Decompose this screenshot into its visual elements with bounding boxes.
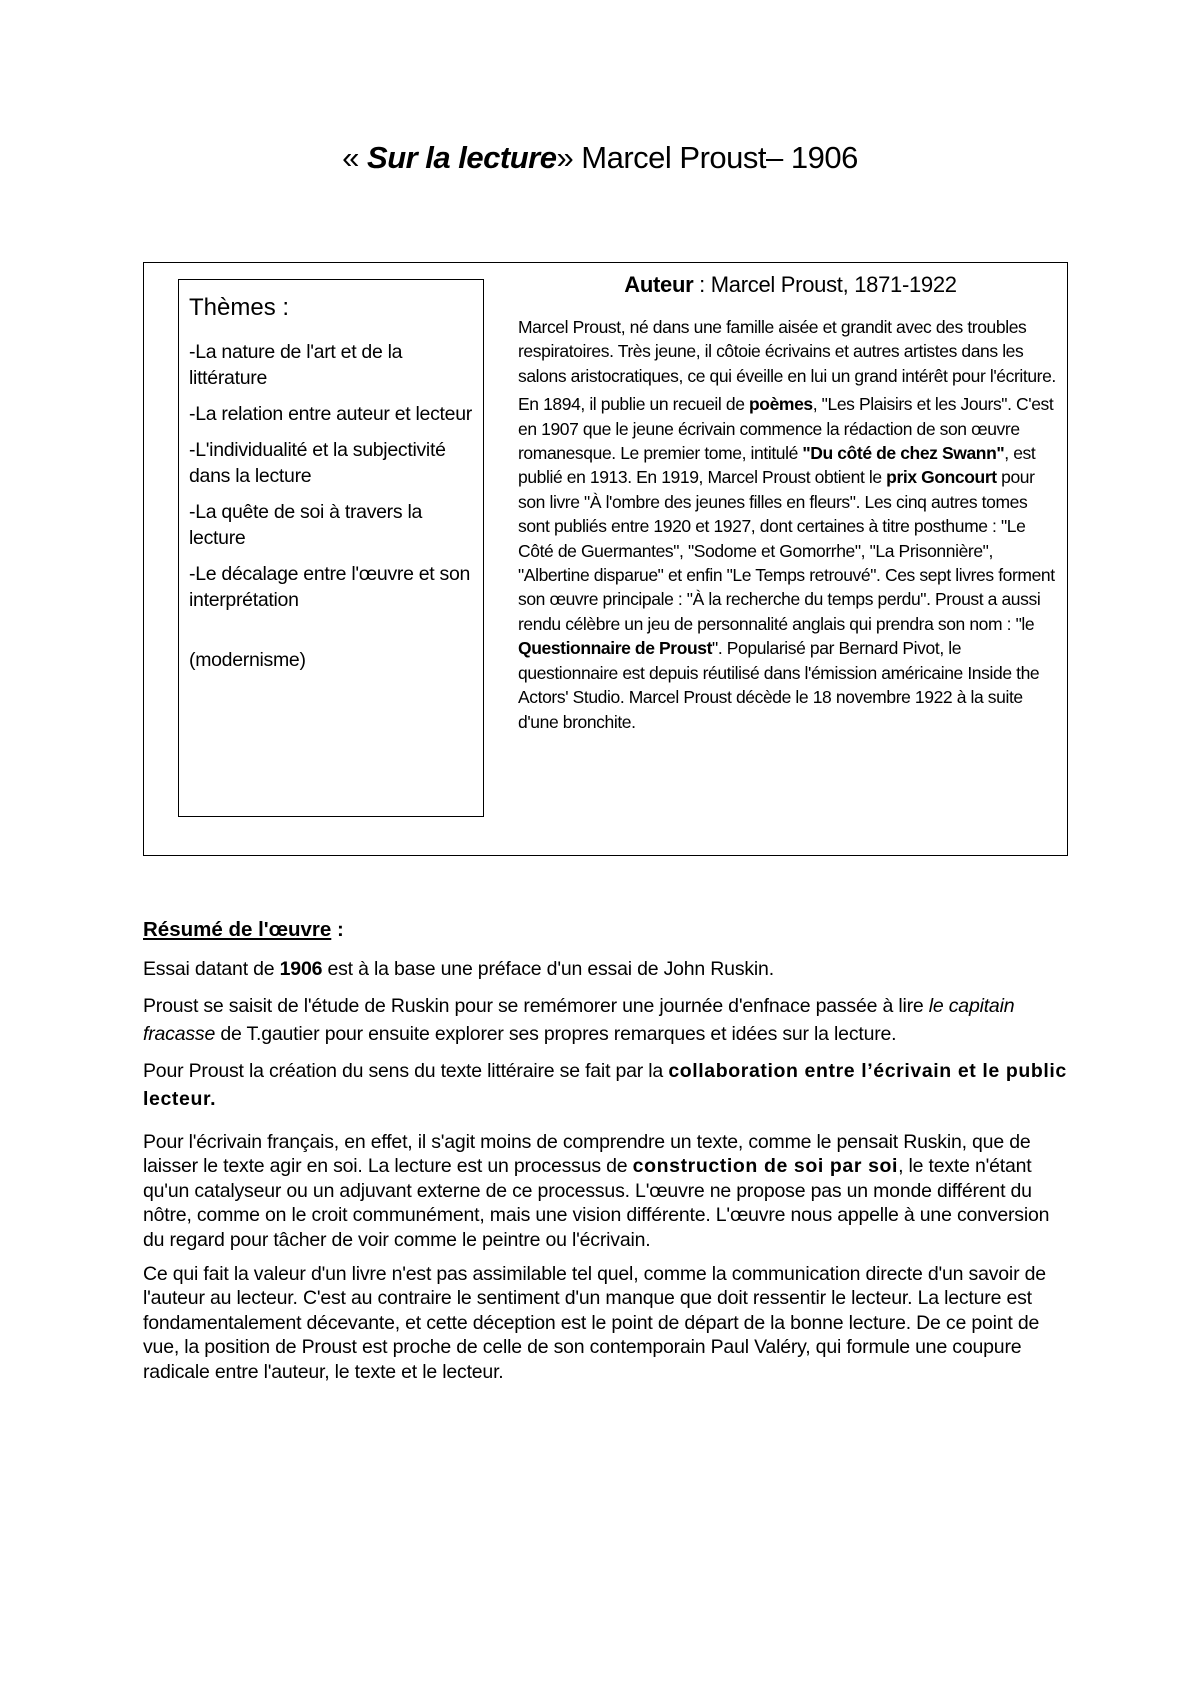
text-run: Pour Proust la création du sens du texte littéraire se fait par la xyxy=(143,1060,669,1082)
bold-run: construction de soi par soi xyxy=(632,1155,899,1178)
themes-note: (modernisme) xyxy=(189,649,306,671)
text-run: Essai datant de xyxy=(143,958,280,980)
bold-run: poèmes xyxy=(749,394,813,415)
text-run: de T.gautier pour ensuite explorer ses propres remarques et idées sur la lecture. xyxy=(215,1023,897,1045)
themes-heading: Thèmes : xyxy=(189,294,290,321)
theme-item: -L'individualité et la subjectivité dans la lecture xyxy=(189,439,446,487)
author-heading-name: Marcel Proust, 1871-1922 xyxy=(710,272,957,297)
summary-heading-colon: : xyxy=(331,918,344,941)
author-bio-paragraph: Marcel Proust, né dans une famille aisée et grandit avec des troubles respiratoires. Très jeune, il côtoie écrivains et autres artistes dans les salons aristocratiques, ce qui éveille en lui un grand intérêt pour l'écriture. xyxy=(518,317,1056,386)
summary-paragraph xyxy=(143,955,1068,983)
title-close-quote: » xyxy=(556,140,582,175)
document-title xyxy=(0,140,1200,176)
bold-run: collaboration entre l’écrivain et le public lecteur. xyxy=(143,1060,1067,1110)
author-heading-label: Auteur xyxy=(624,272,694,297)
summary-heading-text: Résumé de l'œuvre xyxy=(143,918,332,941)
theme-item: -La quête de soi à travers la lecture xyxy=(189,501,423,549)
bold-run: "Du côté de chez Swann" xyxy=(802,443,1005,464)
author-section xyxy=(518,272,1063,738)
text-run: En 1894, il publie un recueil de xyxy=(518,394,749,415)
bold-run: Questionnaire de Proust xyxy=(518,638,713,659)
author-heading xyxy=(518,272,1063,298)
text-run: ". Popularisé par Bernard Pivot, le questionnaire est depuis réutilisé dans l'émission américaine Inside the Actors' Studio. Marcel Proust décède le 18 novembre 1922 à la suite d'une bronchite. xyxy=(518,638,1040,732)
author-works-paragraph xyxy=(518,392,1063,734)
bold-run: prix Goncourt xyxy=(886,467,997,488)
theme-item: -La relation entre auteur et lecteur xyxy=(189,403,472,425)
author-heading-sep: : xyxy=(693,272,711,297)
text-run: pour son livre "À l'ombre des jeunes filles en fleurs". Les cinq autres tomes sont publiés entre 1920 et 1927, dont certaines à titre posthume : "Le Côté de Guermantes", "Sodome et Gomorrhe", "La Prisonnière", "Albertine disparue" et enfin "Le Temps retrouvé". Ces sept livres forment son œuvre principale : "À la recherche du temps perdu". Proust a aussi rendu célèbre un jeu de personnalité anglais qui prendra son nom : "le xyxy=(518,467,1055,634)
text-run: , "Les Plaisirs et les Jours". C'est en 1907 que le jeune écrivain commence la rédaction de son œuvre romanesque. Le premier tome, intitulé xyxy=(518,394,1054,464)
summary-heading xyxy=(143,918,1068,942)
summary-paragraph xyxy=(143,992,1068,1048)
italic-run: le capitain fracasse xyxy=(143,995,1015,1045)
text-run: , est publié en 1913. En 1919, Marcel Proust obtient le xyxy=(518,443,1036,488)
theme-item: -La nature de l'art et de la littérature xyxy=(189,341,403,389)
summary-paragraph xyxy=(143,1057,1068,1113)
summary-section xyxy=(143,918,1068,1394)
title-work-name: Sur la lecture xyxy=(367,140,557,175)
bold-run: 1906 xyxy=(279,958,323,980)
summary-paragraph xyxy=(143,1130,1068,1252)
theme-item: -Le décalage entre l'œuvre et son interprétation xyxy=(189,563,471,611)
text-run: , le texte n'étant qu'un catalyseur ou un adjuvant externe de ce processus. L'œuvre ne propose pas un monde différent du nôtre, comme on le croit communément, mais une vision différente. L'œuvre nous appelle à une conversion du regard pour tâcher de voir comme le peintre ou l'écrivain. xyxy=(143,1155,1050,1251)
title-open-quote: « xyxy=(342,140,368,175)
text-run: Proust se saisit de l'étude de Ruskin pour se remémorer une journée d'enfnace passée à lire xyxy=(143,995,929,1017)
themes-box xyxy=(178,279,484,817)
text-run: est à la base une préface d'un essai de John Ruskin. xyxy=(322,958,774,980)
title-author-year: Marcel Proust– 1906 xyxy=(581,140,858,175)
text-run: Pour l'écrivain français, en effet, il s'agit moins de comprendre un texte, comme le pensait Ruskin, que de laisser le texte agir en soi. La lecture est un processus de xyxy=(143,1131,1031,1178)
summary-paragraph: Ce qui fait la valeur d'un livre n'est pas assimilable tel quel, comme la communication directe d'un savoir de l'auteur au lecteur. C'est au contraire le sentiment d'un manque que doit ressentir le lecteur. La lecture est fondamentalement décevante, et cette déception est le point de départ de la bonne lecture. De ce point de vue, la position de Proust est proche de celle de son contemporain Paul Valéry, qui formule une coupure radicale entre l'auteur, le texte et le lecteur. xyxy=(143,1263,1046,1383)
